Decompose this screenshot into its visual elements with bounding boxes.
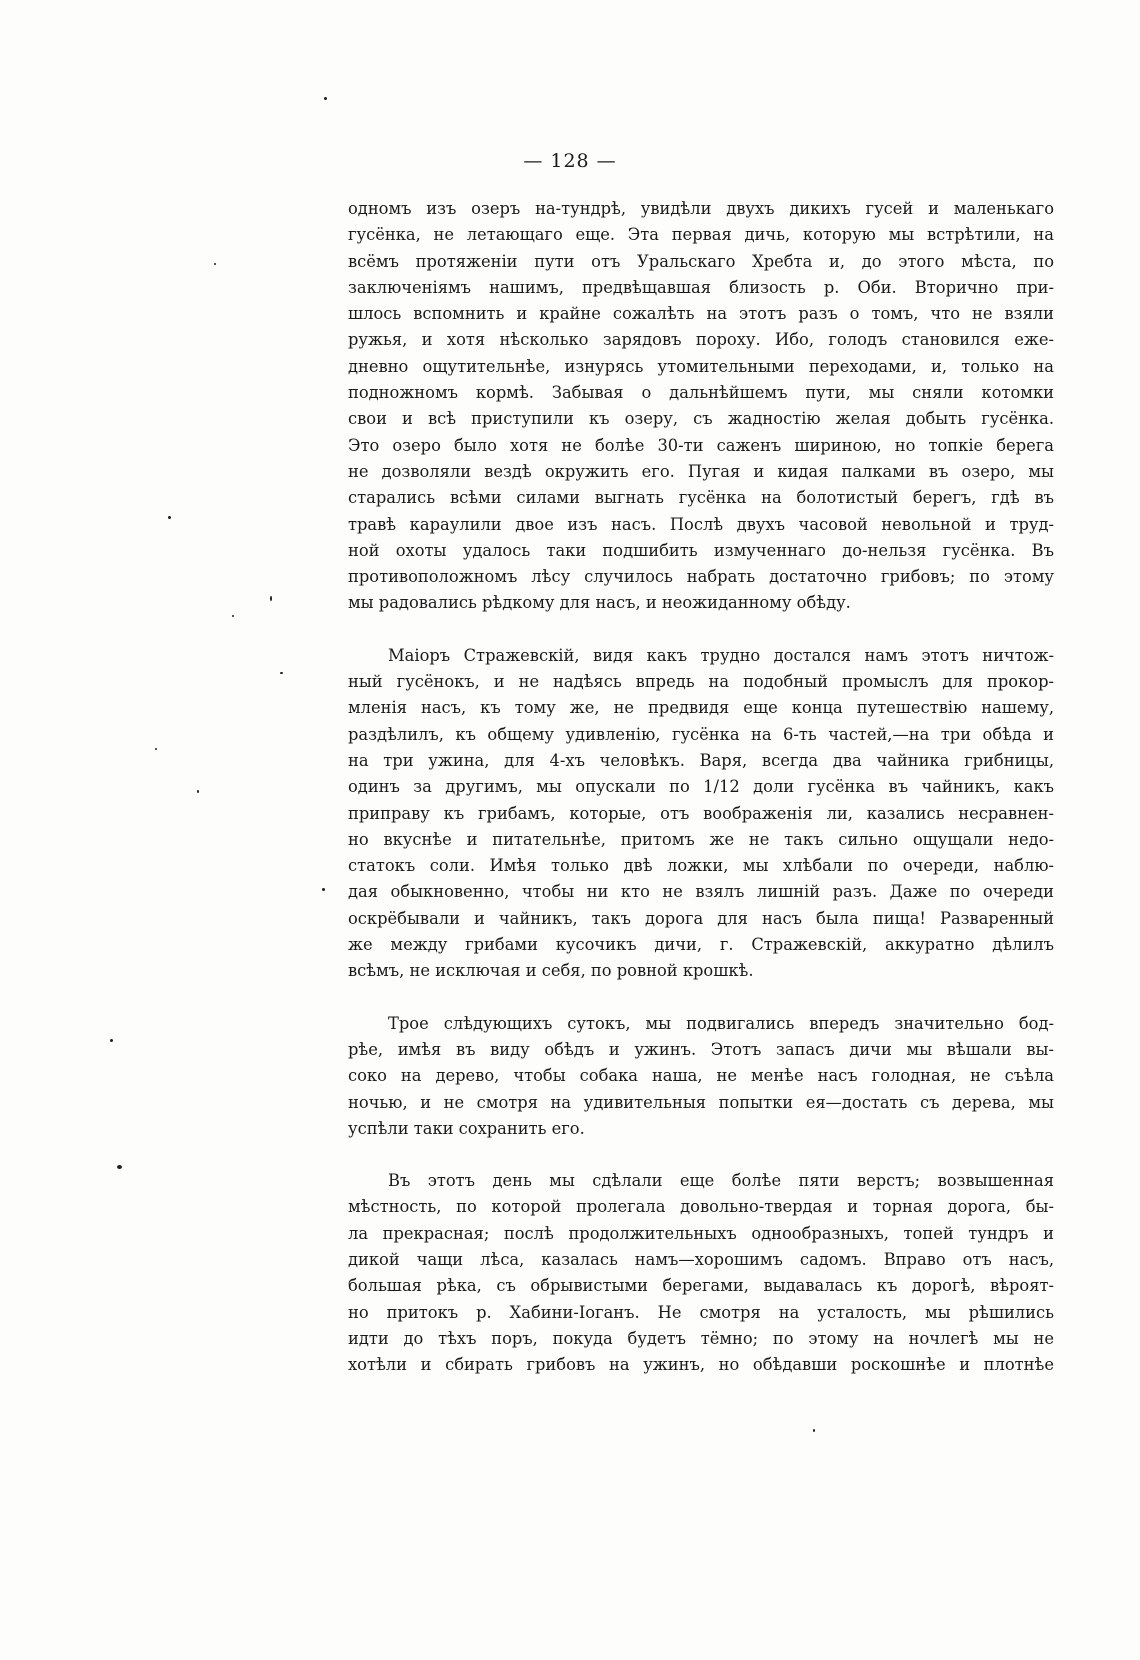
text-line: травѣ караулили двое изъ насъ. Послѣ двухъ часовой невольной и труд- [348, 514, 1054, 534]
text-line: же между грибами кусочикъ дичи, г. Стражевскій, аккуратно дѣлилъ [348, 935, 1054, 955]
text-line: одинъ за другимъ, мы опускали по 1/12 доли гусёнка въ чайникъ, какъ [348, 777, 1054, 797]
text-line: хотѣли и сбирать грибовъ на ужинъ, но обѣдавши роскошнѣе и плотнѣе [348, 1355, 1054, 1375]
text-line: соко на дерево, чтобы собака наша, не менѣе насъ голодная, не съѣла [348, 1066, 1054, 1086]
scan-speck [270, 596, 272, 601]
text-line: мы радовались рѣдкому для насъ, и неожиданному обѣду. [348, 593, 851, 613]
text-line: рѣе, имѣя въ виду обѣдъ и ужинъ. Этотъ запасъ дичи мы вѣшали вы- [348, 1039, 1054, 1059]
text-line: не дозволяли вездѣ окружить его. Пугая и кидая палками въ озеро, мы [348, 461, 1054, 481]
text-line: свои и всѣ приступили къ озеру, съ жадностію желая добыть гусёнка. [348, 409, 1054, 429]
scan-speck [110, 1039, 113, 1042]
scan-speck [155, 748, 157, 750]
text-line: но вкуснѣе и питательнѣе, притомъ же не такъ сильно ощущали недо- [348, 829, 1054, 849]
text-line: всёмъ протяженіи пути отъ Уральскаго Хребта и, до этого мѣста, по [348, 251, 1054, 271]
text-line: дневно ощутительнѣе, изнурясь утомительными переходами, и, только на [348, 356, 1054, 376]
text-line: Это озеро было хотя не болѣе 30-ти саженъ шириною, но топкіе берега [348, 435, 1054, 455]
text-line: на три ужина, для 4-хъ человѣкъ. Варя, всегда два чайника грибницы, [348, 750, 1054, 770]
text-line: подножномъ кормѣ. Забывая о дальнѣйшемъ пути, мы сняли котомки [348, 383, 1054, 403]
scan-speck [322, 888, 325, 891]
scan-speck [232, 615, 234, 617]
text-line: Трое слѣдующихъ сутокъ, мы подвигались впередъ значительно бод- [388, 1013, 1054, 1033]
text-line: шлось вспомнить и крайне сожалѣть на этотъ разъ о томъ, что не взяли [348, 304, 1054, 324]
scan-speck [197, 790, 199, 793]
text-line: мѣстность, по которой пролегала довольно-твердая и торная дорога, бы- [348, 1197, 1054, 1217]
text-line: ный гусёнокъ, и не надѣясь впредь на подобный промыслъ для прокор- [348, 672, 1054, 692]
paragraph-3 [348, 1011, 1054, 1142]
text-line: приправу къ грибамъ, которые, отъ воображенія ли, казались несравнен- [348, 803, 1054, 823]
text-line: большая рѣка, съ обрывистыми берегами, выдавалась къ дорогѣ, вѣроят- [348, 1276, 1054, 1296]
text-line: заключеніямъ нашимъ, предвѣщавшая близость р. Оби. Вторично при- [348, 277, 1054, 297]
page-number: — 128 — [523, 150, 617, 172]
scan-speck [280, 672, 283, 674]
text-line: Маіоръ Стражевскій, видя какъ трудно достался намъ этотъ ничтож- [388, 645, 1054, 665]
text-line: ружья, и хотя нѣсколько зарядовъ пороху. Ибо, голодъ становился еже- [348, 330, 1054, 350]
scan-speck [168, 516, 171, 519]
text-line: ночью, и не смотря на удивительныя попытки ея—достать съ дерева, мы [348, 1092, 1054, 1112]
text-line: статокъ соли. Имѣя только двѣ ложки, мы хлѣбали по очереди, наблю- [348, 856, 1054, 876]
text-line: но притокъ р. Хабини-Іоганъ. Не смотря на усталость, мы рѣшились [348, 1302, 1054, 1322]
text-line: ла прекрасная; послѣ продолжительныхъ однообразныхъ, топей тундръ и [348, 1223, 1054, 1243]
page-body [348, 196, 1054, 1378]
scan-speck [117, 1165, 122, 1169]
text-line: раздѣлилъ, къ общему удивленію, гусёнка на 6-ть частей,—на три обѣда и [348, 724, 1054, 744]
paragraph-1 [348, 196, 1054, 617]
text-line: успѣли таки сохранить его. [348, 1118, 585, 1138]
text-line: всѣмъ, не исключая и себя, по ровной крошкѣ. [348, 961, 754, 981]
scan-speck [214, 263, 216, 265]
text-line: дая обыкновенно, чтобы ни кто не взялъ лишній разъ. Даже по очереди [348, 882, 1054, 902]
text-line: идти до тѣхъ поръ, покуда будетъ тёмно; по этому на ночлегѣ мы не [348, 1328, 1054, 1348]
text-line: старались всѣми силами выгнать гусёнка на болотистый берегъ, гдѣ въ [348, 488, 1054, 508]
text-line: гусёнка, не летающаго еще. Эта первая дичь, которую мы встрѣтили, на [348, 225, 1054, 245]
scan-speck [813, 1429, 815, 1432]
text-line: мленія насъ, къ тому же, не предвидя еще конца путешествію нашему, [348, 698, 1054, 718]
text-line: дикой чащи лѣса, казалась намъ—хорошимъ садомъ. Вправо отъ насъ, [348, 1249, 1054, 1269]
text-line: одномъ изъ озеръ на-тундрѣ, увидѣли двухъ дикихъ гусей и маленькаго [348, 199, 1054, 218]
text-line: оскрёбывали и чайникъ, такъ дорога для насъ была пища! Разваренный [348, 908, 1054, 928]
scan-speck [324, 97, 327, 100]
text-line: противоположномъ лѣсу случилось набрать достаточно грибовъ; по этому [348, 567, 1054, 587]
paragraph-4 [348, 1168, 1054, 1378]
text-line: Въ этотъ день мы сдѣлали еще болѣе пяти верстъ; возвышенная [388, 1171, 1054, 1191]
text-line: ной охоты удалось таки подшибить измученнаго до-нельзя гусёнка. Въ [348, 540, 1054, 560]
paragraph-2 [348, 643, 1054, 985]
